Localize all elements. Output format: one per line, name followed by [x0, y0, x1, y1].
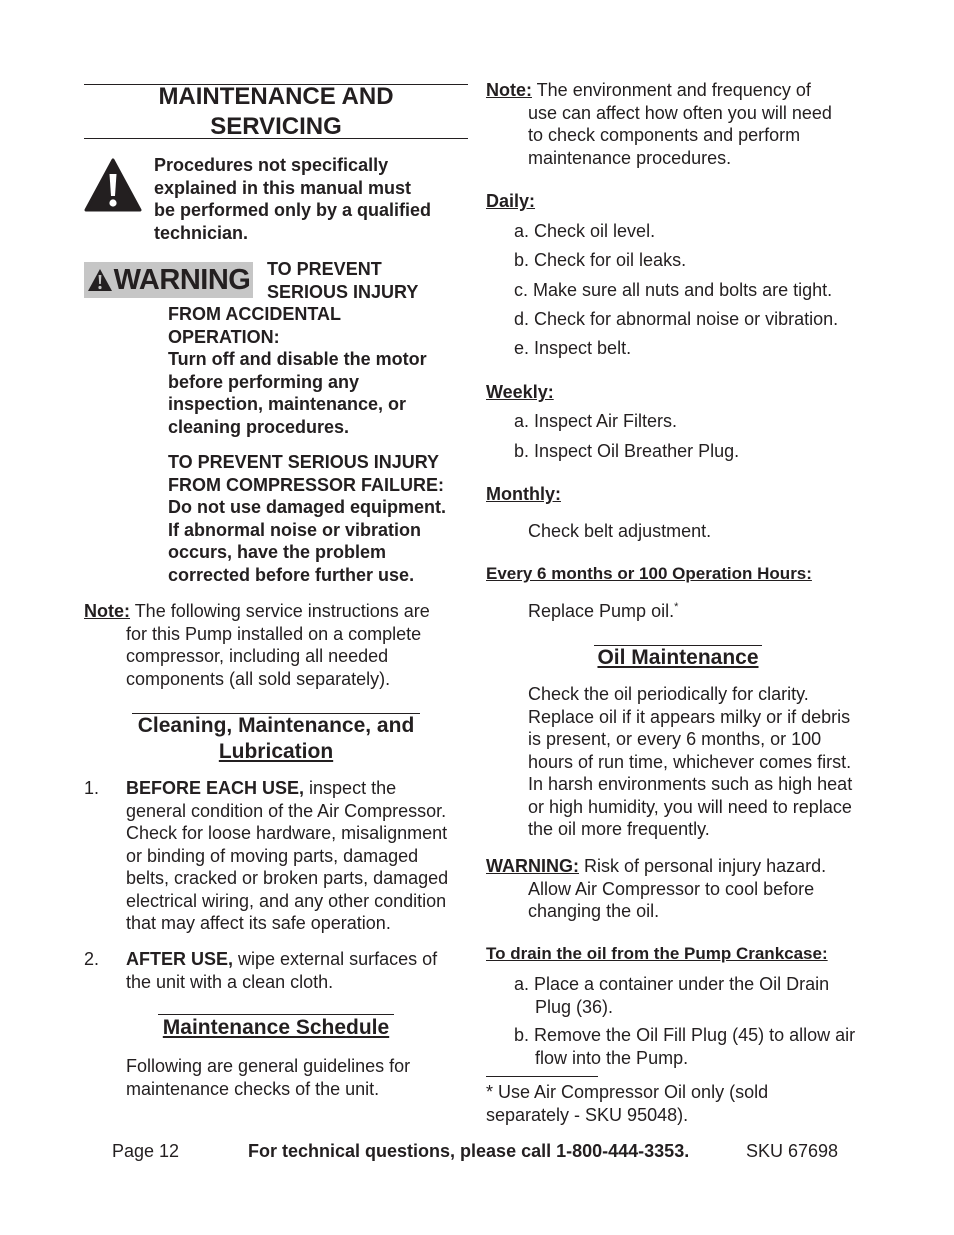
title-bottom-rule — [84, 138, 468, 139]
page-title-line2: SERVICING — [210, 113, 342, 140]
drain-label: To drain the oil from the Pump Crankcase: — [486, 944, 828, 963]
six-month-label: Every 6 months or 100 Operation Hours: — [486, 564, 812, 583]
daily-item: d. Check for abnormal noise or vibration. — [514, 309, 839, 329]
monthly-label: Monthly: — [486, 484, 561, 504]
footer-sku: SKU 67698 — [746, 1141, 839, 1161]
caution-triangle-icon — [84, 158, 142, 212]
weekly-item: b. Inspect Oil Breather Plug. — [514, 441, 740, 461]
six-month-text: Replace Pump oil.* — [528, 601, 679, 621]
environment-note: Note: The environment and frequency of use can affect how often you will need to check components and perform maintenance procedures. — [486, 80, 832, 168]
list-item-1: 1. BEFORE EACH USE, inspect the general condition of the Air Compressor. Check for loose hardware, misalignment or binding of moving parts, damaged belts, cracked or broken parts, damaged electrical wiring, and any other condition that may affect its safe operation. — [84, 778, 449, 933]
daily-item: c. Make sure all nuts and bolts are tight. — [514, 280, 833, 300]
oil-maintenance-heading: Oil Maintenance — [597, 646, 759, 669]
drain-step-a: a. Place a container under the Oil Drain Plug (36). — [514, 974, 830, 1017]
note-label: Note: — [84, 601, 130, 621]
oil-text: Check the oil periodically for clarity. Replace oil if it appears milky or if debris is present, or every 6 months, or 100 hours of run time, whichever comes first. In harsh environments such as high heat or high humidity, you will need to replace the oil more frequently. — [528, 684, 853, 839]
page-number: Page 12 — [112, 1141, 180, 1161]
daily-item: e. Inspect belt. — [514, 338, 632, 358]
drain-step-b: b. Remove the Oil Fill Plug (45) to allow air flow into the Pump. — [514, 1025, 856, 1068]
footer-contact: For technical questions, please call 1-800-444-3353. — [248, 1141, 690, 1161]
warning-label: WARNING — [113, 263, 251, 296]
warning-text-body: FROM ACCIDENTAL OPERATION: Turn off and disable the motor before performing any inspection, maintenance, or cleaning procedures. — [168, 304, 427, 437]
schedule-heading: Maintenance Schedule — [162, 1016, 390, 1039]
cleaning-heading-line1: Cleaning, Maintenance, and — [137, 714, 415, 737]
caution-text: Procedures not specifically explained in this manual must be performed only by a qualified technician. — [154, 155, 432, 243]
warning-text-2: TO PREVENT SERIOUS INJURY FROM COMPRESSOR FAILURE: Do not use damaged equipment. If abnormal noise or vibration occurs, have the problem corrected before further use. — [168, 452, 447, 585]
daily-item: a. Check oil level. — [514, 221, 656, 241]
weekly-label: Weekly: — [486, 382, 554, 402]
monthly-text: Check belt adjustment. — [528, 521, 712, 541]
schedule-text: Following are general guidelines for maintenance checks of the unit. — [126, 1056, 411, 1099]
page-title-line1: MAINTENANCE AND — [158, 83, 394, 110]
footnote: * Use Air Compressor Oil only (sold separately - SKU 95048). — [486, 1082, 769, 1125]
warning-badge — [84, 262, 253, 298]
oil-warning: WARNING: Risk of personal injury hazard. Allow Air Compressor to cool before changing the oil. — [486, 856, 827, 921]
list-item-2: 2. AFTER USE, wipe external surfaces of the unit with a clean cloth. — [84, 949, 438, 992]
daily-item: b. Check for oil leaks. — [514, 250, 687, 270]
warning-triangle-icon — [87, 268, 113, 292]
daily-label: Daily: — [486, 191, 536, 211]
warning-text-head: TO PREVENT SERIOUS INJURY — [267, 259, 419, 302]
weekly-item: a. Inspect Air Filters. — [514, 411, 678, 431]
service-note: Note: The following service instructions are for this Pump installed on a complete compressor, including all needed components (all sold separately). — [84, 601, 430, 689]
footnote-rule — [486, 1076, 598, 1077]
cleaning-heading-line2: Lubrication — [218, 740, 334, 763]
